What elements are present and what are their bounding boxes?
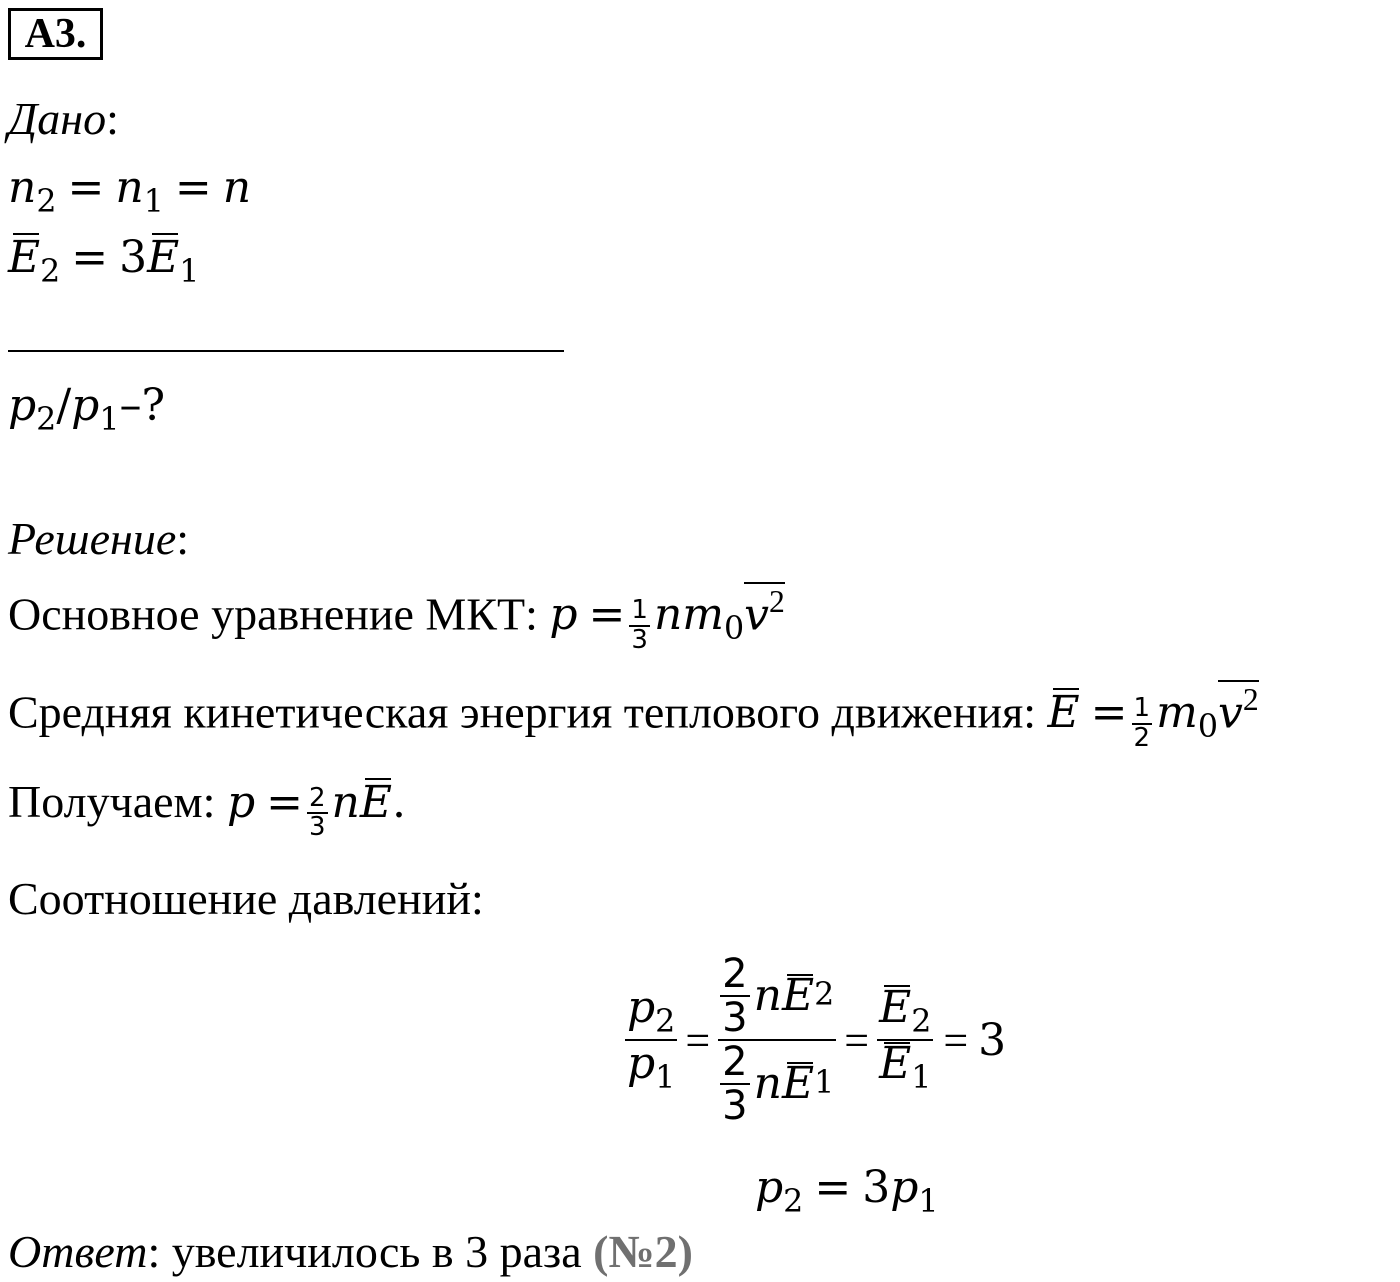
given-line-2: $E_2 = 3E_1$ [8, 232, 200, 291]
solution-line-2: Средняя кинетическая энергия теплового движения: E = $\frac{1}{2}$ $m_0v^2$ [8, 682, 1259, 753]
final-equation: $p_2 = 3p_1$ [755, 1162, 939, 1221]
answer-text: : увеличилось в 3 раза [147, 1226, 594, 1277]
given-label: Дано [8, 93, 107, 144]
solution-line-1: Основное уравнение МКТ: p = $\frac{1}{3}$ $nm_0v^2$ [8, 584, 785, 655]
given-line-1: $n_2 = n_1 = n$ [8, 162, 252, 221]
ratio-p2-p1: $\frac{p_2}{p_1}$ [627, 981, 676, 1097]
given-divider [8, 350, 564, 352]
ratio-result: 3 [978, 1014, 1007, 1066]
fraction-two-thirds: $\frac{2}{3}$ [308, 783, 326, 843]
solution-label: Решение [8, 513, 177, 564]
solution-heading: Решение: [8, 513, 190, 564]
answer-line [8, 1225, 693, 1278]
pressure-ratio-equation: $\frac{p_2}{p_1}$ = $\frac{2}{3}$ n E 2 $\frac{2}{3}$ n E 1 = $\frac{E_2}{E_1}$ = 3 [627, 951, 1007, 1129]
fraction-one-half: $\frac{1}{2}$ [1133, 693, 1151, 753]
ratio-compound-fraction: $\frac{2}{3}$ n E 2 $\frac{2}{3}$ n E 1 [718, 953, 836, 1127]
solution-line-4: Соотношение давлений: [8, 873, 484, 924]
find-line: $p_2/p_1-$? [8, 380, 166, 439]
fraction-one-third: $\frac{1}{3}$ [631, 595, 648, 655]
ratio-e2-e1: $\frac{E_2}{E_1}$ [879, 981, 932, 1097]
answer-label: Ответ [8, 1226, 148, 1277]
answer-choice: (№2) [593, 1226, 694, 1277]
given-heading: Дано: [8, 93, 119, 144]
problem-number-box: А3. [8, 8, 103, 60]
solution-line-3: Получаем: p = $\frac{2}{3}$ nE. [8, 776, 406, 843]
